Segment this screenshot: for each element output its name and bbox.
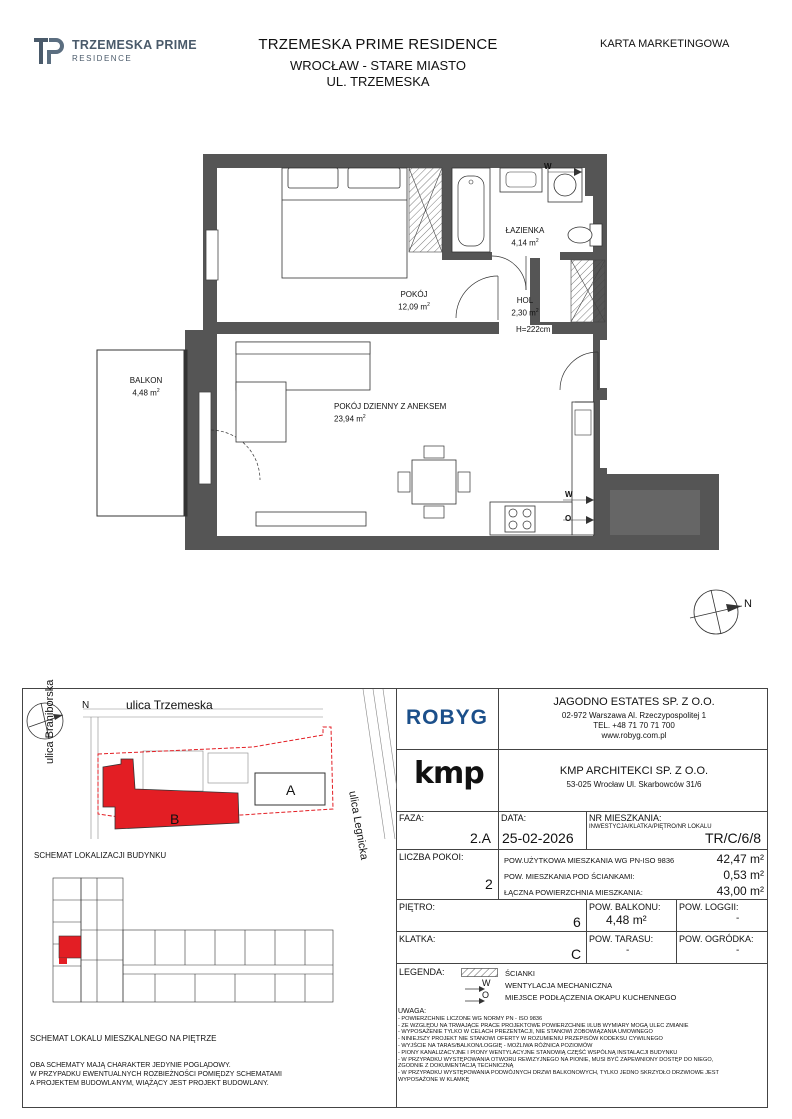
developer-phone: TEL. +48 71 70 71 700 — [593, 721, 675, 730]
area-unit: 2 — [535, 238, 539, 244]
street-trzemeska: ulica Trzemeska — [126, 698, 213, 712]
legend-symbol: W — [482, 978, 491, 988]
hatch-swatch-icon — [461, 968, 499, 978]
area-row — [504, 884, 764, 900]
disclaimer — [30, 1061, 282, 1088]
pokoje-label: LICZBA POKOI: — [399, 852, 464, 862]
company-bottom — [396, 811, 768, 812]
klatka-label: KLATKA: — [399, 934, 436, 944]
area-value: 43,00 m² — [716, 884, 764, 898]
row-divider — [498, 849, 499, 899]
area-row — [504, 868, 764, 884]
room-name: BALKON — [129, 376, 163, 385]
area-value: 0,53 m² — [723, 868, 764, 882]
area-unit: 2 — [535, 308, 539, 314]
ogrodek-value: - — [736, 945, 740, 956]
note-line: - POWIERZCHNIE LICZONE WG NORMY PN - ISO 9836 — [398, 1015, 543, 1022]
card-type: KARTA MARKETINGOWA — [600, 38, 730, 50]
area-unit: 2 — [156, 388, 160, 394]
ventilation-marker-bath: W — [544, 162, 552, 171]
site-plan — [23, 689, 397, 849]
hood-marker: O — [565, 514, 572, 523]
area-unit: 2 — [362, 414, 366, 420]
area-value: 42,47 m² — [716, 852, 764, 866]
architect-name: KMP ARCHITEKCI SP. Z O.O. — [559, 765, 709, 777]
area-value: 4,48 m — [132, 388, 157, 398]
pietro-label: PIĘTRO: — [399, 902, 436, 912]
legend-text: WENTYLACJA MECHANICZNA — [505, 981, 613, 990]
row-line — [396, 963, 768, 964]
row-line — [396, 849, 768, 850]
area-value: 2,30 m — [511, 308, 536, 318]
area-label: ŁĄCZNA POWIERZCHNIA MIESZKANIA: — [504, 888, 643, 897]
brand-name: TRZEMESKA PRIME — [72, 38, 197, 52]
row-divider — [498, 811, 499, 849]
robyg-logo: ROBYG — [406, 706, 489, 729]
room-area — [118, 386, 174, 399]
area-value: 4,14 m — [511, 238, 536, 248]
caption-location: SCHEMAT LOKALIZACJI BUDYNKU — [34, 851, 167, 860]
loggia-value: - — [736, 913, 740, 924]
taras-value: - — [626, 945, 630, 956]
note-line: - NINIEJSZY PROJEKT NIE STANOWI OFERTY W ROZUMIENIU PRZEPISÓW KODEKSU CYWILNEGO — [398, 1036, 663, 1043]
room-area — [497, 236, 553, 249]
note-line: - PIONY KANALIZACYJNE I PIONY WENTYLACYJNE STANOWIĄ CZĘŚĆ WSPÓLNĄ INSTALACJI BUDYNKU — [398, 1049, 678, 1056]
developer-info — [500, 696, 768, 740]
legend-symbol: O — [482, 990, 490, 1000]
row-divider — [586, 811, 587, 849]
room-hol — [505, 296, 545, 319]
company-divider — [396, 749, 768, 750]
area-value: 23,94 m — [334, 414, 363, 424]
area-value: 12,09 m — [398, 302, 428, 312]
room-name: POKÓJ DZIENNY Z ANEKSEM — [334, 402, 447, 411]
street-legnicka: ulica Legnicka — [346, 790, 371, 861]
street-line: UL. TRZEMESKA — [326, 74, 430, 89]
note-line: - W PRZYPADKU WYSTĘPOWANIA OTWORU REWIZYJNEGO NA PIONIE, MUSI BYĆ ZAPEWNIONY DOSTĘP DO NIEGO, — [398, 1056, 714, 1063]
area-row — [504, 852, 764, 868]
area-rows — [504, 852, 764, 900]
room-name: ŁAZIENKA — [505, 226, 545, 235]
room-area — [334, 412, 464, 425]
note-line: - WYPOSAŻENIE TYLKO W CELACH PREZENTACJI, NIE STANOWI ZOBOWIĄZANIA UMOWNEGO — [398, 1029, 653, 1036]
pokoje-value: 2 — [485, 876, 493, 892]
room-name: POKÓJ — [400, 290, 428, 299]
floor-schematic — [45, 870, 345, 1020]
klatka-value: C — [571, 946, 582, 962]
area-label: POW. MIESZKANIA POD ŚCIANKAMI: — [504, 872, 635, 881]
kmp-logo: kmp — [414, 756, 484, 791]
legend-text: ŚCIANKI — [505, 969, 536, 978]
city-line: WROCŁAW - STARE MIASTO — [290, 58, 466, 73]
developer-address: 02-972 Warszawa Al. Rzeczypospolitej 1 — [561, 711, 707, 720]
architect-info — [500, 765, 768, 789]
room-pokoj — [386, 290, 442, 313]
room-height: H=222cm — [516, 325, 551, 334]
note-line: ZGODNIE Z DOKUMENTACJĄ TECHNICZNĄ — [398, 1063, 514, 1070]
street-braniborska: ulica Braniborska — [44, 679, 56, 764]
taras-label: POW. TARASU: — [589, 934, 654, 944]
developer-web: www.robyg.com.pl — [601, 731, 667, 740]
room-lazienka — [497, 226, 553, 249]
pietro-value: 6 — [573, 914, 581, 930]
nr-value: TR/C/6/8 — [705, 830, 762, 846]
note-line: - WYJŚCIE NA TARAS/BALKON/LOGGIĘ - MOŻLIWA RÓŻNICA POZIOMÓW — [398, 1042, 593, 1049]
area-unit: 2 — [427, 302, 430, 308]
note-line: - W PRZYPADKU WYSTĘPOWANIA PODWÓJNYCH DRZWI BALKONOWYCH, TYLKO JEDNO SKRZYDŁO DRZWIOWE JEST — [398, 1070, 719, 1077]
room-area — [505, 306, 545, 319]
disclaimer-line: W PRZYPADKU EWENTUALNYCH ROZBIEŻNOŚCI POMIĘDZY SCHEMATAMI — [30, 1071, 282, 1078]
site-north-label: N — [82, 700, 90, 711]
data-label: DATA: — [501, 813, 527, 823]
room-balkon — [118, 376, 174, 399]
legend-label: LEGENDA: — [399, 967, 445, 977]
building-b: B — [170, 811, 180, 827]
ventilation-marker-kitchen: W — [565, 490, 573, 499]
nr-sub: INWESTYCJA/KLATKA/PIĘTRO/NR LOKALU — [589, 824, 712, 830]
note-line: WYPOSAŻONE W KLAMKĘ — [398, 1076, 470, 1083]
room-dzienny — [334, 402, 464, 425]
note-line: - ZE WZGLĘDU NA TRWAJĄCE PRACE PROJEKTOWE POWIERZCHNIE I/LUB WYMIARY MOGĄ ULEC ZMIANIE — [398, 1022, 689, 1029]
page-title: TRZEMESKA PRIME RESIDENCE — [258, 36, 498, 53]
area-label: POW.UŻYTKOWA MIESZKANIA WG PN-ISO 9836 — [504, 856, 675, 865]
developer-name: JAGODNO ESTATES SP. Z O.O. — [553, 696, 715, 708]
loggia-label: POW. LOGGII: — [679, 902, 739, 912]
north-label: N — [744, 598, 752, 610]
legend-text: MIEJSCE PODŁĄCZENIA OKAPU KUCHENNEGO — [505, 993, 677, 1002]
notes-title: UWAGA: — [398, 1008, 427, 1015]
balkon-label: POW. BALKONU: — [589, 902, 661, 912]
nr-label: NR MIESZKANIA: — [589, 813, 662, 823]
brand-sub: RESIDENCE — [72, 54, 133, 63]
notes — [398, 1009, 719, 1084]
room-name: HOL — [516, 296, 534, 305]
faza-value: 2.A — [470, 830, 492, 846]
building-a: A — [286, 782, 296, 798]
faza-label: FAZA: — [399, 813, 425, 823]
disclaimer-line: A PROJEKTEM BUDOWLANYM, WIĄŻĄCY JEST PROJEKT BUDOWLANY. — [30, 1080, 269, 1087]
architect-address: 53-025 Wrocław Ul. Skarbowców 31/6 — [566, 780, 702, 789]
balkon-value: 4,48 m² — [606, 913, 647, 927]
row-line — [396, 931, 768, 932]
room-area — [386, 300, 442, 313]
ogrodek-label: POW. OGRÓDKA: — [679, 934, 754, 944]
caption-floor: SCHEMAT LOKALU MIESZKALNEGO NA PIĘTRZE — [30, 1034, 217, 1043]
disclaimer-line: OBA SCHEMATY MAJĄ CHARAKTER JEDYNIE POGLĄDOWY. — [30, 1062, 231, 1069]
data-value: 25-02-2026 — [502, 830, 574, 846]
